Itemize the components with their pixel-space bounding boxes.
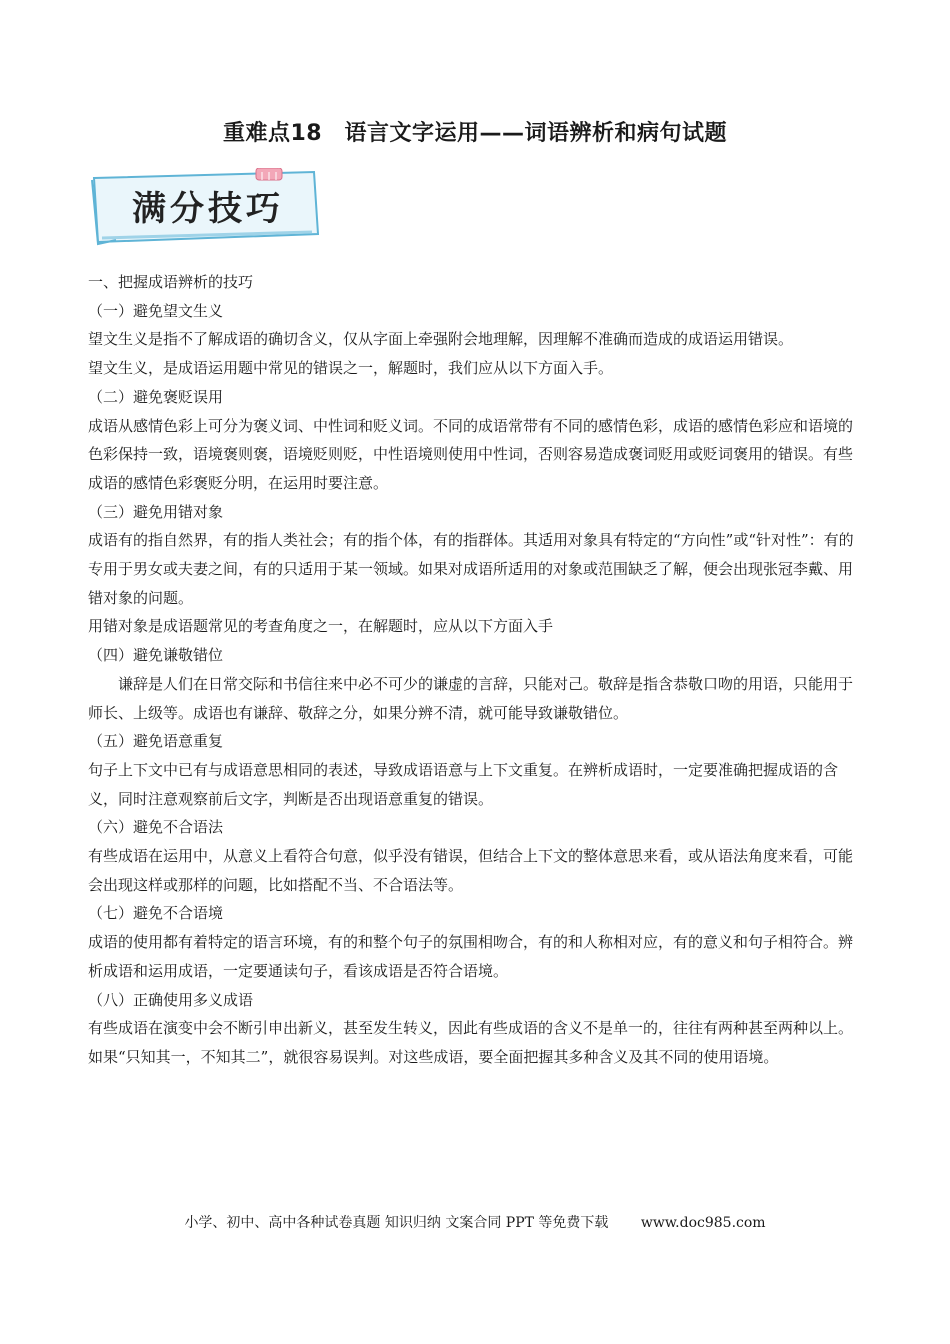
section-heading: （六）避免不合语法 <box>88 818 224 837</box>
paragraph: 望文生义是指不了解成语的确切含义，仅从字面上牵强附会地理解，因理解不准确而造成的成语运用错误。 <box>88 330 794 349</box>
paragraph: 有些成语在演变中会不断引申出新义，甚至发生转义，因此有些成语的含义不是单一的，往往有两种甚至两种以上。如果“只知其一，不知其二”，就很容易误判。对这些成语，要全面把握其多种含义及其不同的使用语境。 <box>88 1019 854 1066</box>
paragraph: 成语的使用都有着特定的语言环境，有的和整个句子的氛围相吻合，有的和人称相对应，有的意义和句子相符合。辨析成语和运用成语，一定要通读句子，看该成语是否符合语境。 <box>88 933 854 980</box>
paragraph: 句子上下文中已有与成语意思相同的表述，导致成语语意与上下文重复。在辨析成语时，一定要准确把握成语的含义，同时注意观察前后文字，判断是否出现语意重复的错误。 <box>88 760 839 808</box>
main-content <box>88 268 860 1072</box>
section-heading: （五）避免语意重复 <box>88 732 224 751</box>
footer-url[interactable]: www.doc985.com <box>640 1215 766 1231</box>
footer-text: 小学、初中、高中各种试卷真题 知识归纳 文案合同 PPT 等免费下载 <box>184 1215 609 1231</box>
section-heading: （八）正确使用多义成语 <box>88 990 254 1009</box>
footer <box>0 1212 950 1232</box>
paragraph: 有些成语在运用中，从意义上看符合句意，似乎没有错误，但结合上下文的整体意思来看，或从语法角度来看，可能会出现这样或那样的问题，比如搭配不当、不合语法等。 <box>88 847 854 894</box>
section-banner <box>88 168 320 248</box>
section-heading: （三）避免用错对象 <box>88 502 224 521</box>
section-heading: （二）避免褒贬误用 <box>88 387 224 406</box>
section-heading: 一、把握成语辨析的技巧 <box>88 273 254 291</box>
binder-clip-icon <box>256 168 282 180</box>
paragraph: 望文生义，是成语运用题中常见的错误之一，解题时，我们应从以下方面入手。 <box>88 359 614 378</box>
banner-text: 满分技巧 <box>132 189 284 229</box>
page-title: 重难点18 语言文字运用——词语辨析和病句试题 <box>222 121 728 146</box>
section-heading: （一）避免望文生义 <box>88 301 224 320</box>
paragraph: 谦辞是人们在日常交际和书信往来中必不可少的谦虚的言辞，只能对己。敬辞是指含恭敬口吻的用语，只能用于师长、上级等。成语也有谦辞、敬辞之分，如果分辨不清，就可能导致谦敬错位。 <box>88 674 854 722</box>
paragraph: 成语从感情色彩上可分为褒义词、中性词和贬义词。不同的成语常带有不同的感情色彩，成语的感情色彩应和语境的色彩保持一致，语境褒则褒，语境贬则贬，中性语境则使用中性词，否则容易造成褒词贬用或贬词褒用的错误。有些成语的感情色彩褒贬分明，在运用时要注意。 <box>88 416 854 492</box>
paragraph: 用错对象是成语题常见的考查角度之一，在解题时，应从以下方面入手 <box>88 617 554 636</box>
section-heading: （七）避免不合语境 <box>88 904 224 923</box>
paragraph: 成语有的指自然界，有的指人类社会；有的指个体，有的指群体。其适用对象具有特定的“方向性”或“针对性”：有的专用于男女或夫妻之间，有的只适用于某一领域。如果对成语所适用的对象或范围缺乏了解，便会出现张冠李戴、用错对象的问题。 <box>88 531 854 607</box>
section-heading: （四）避免谦敬错位 <box>88 646 224 665</box>
